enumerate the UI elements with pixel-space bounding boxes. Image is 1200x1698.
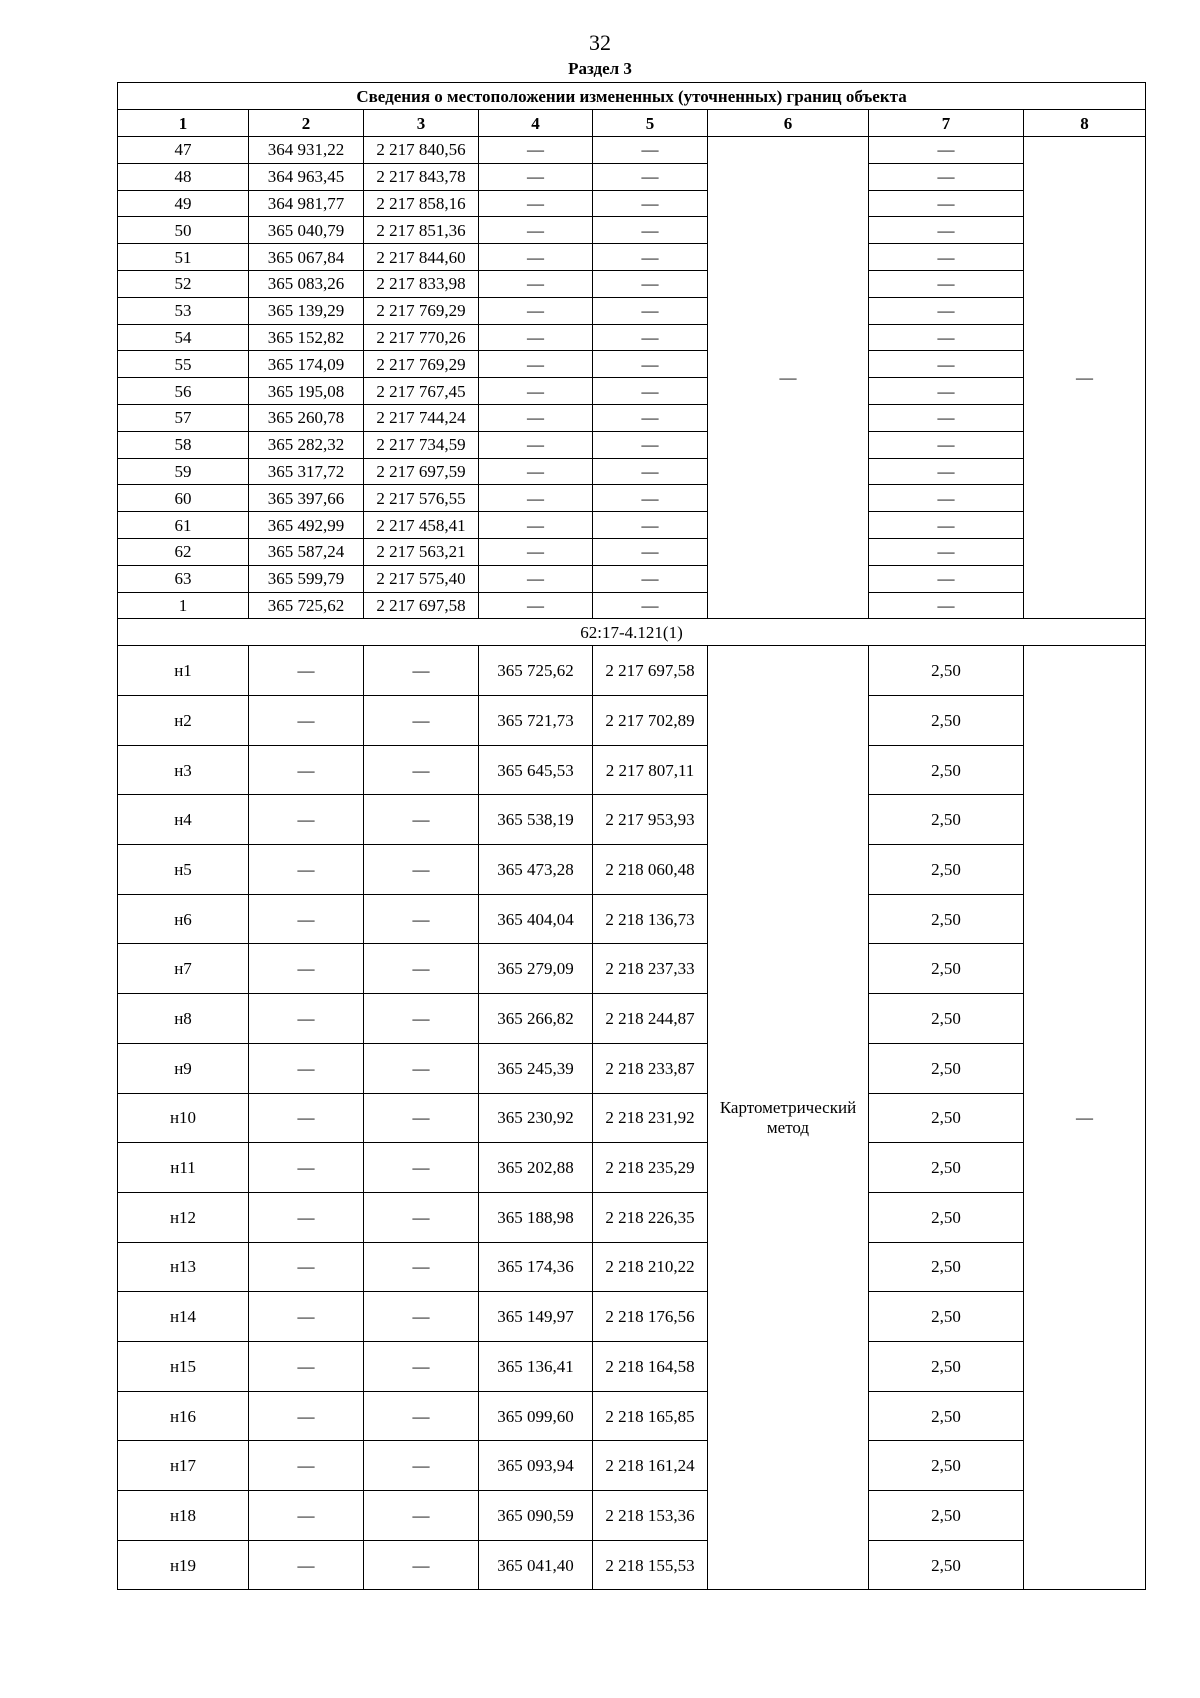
existing-y-cell: — — [364, 1540, 479, 1590]
boundary-coordinates-table — [117, 82, 1146, 1590]
accuracy-cell: — — [869, 217, 1024, 244]
table-row — [118, 485, 1146, 512]
existing-x-cell: 365 083,26 — [249, 270, 364, 297]
point-number-cell: н6 — [118, 894, 249, 944]
table-row — [118, 538, 1146, 565]
existing-x-cell: — — [249, 1242, 364, 1292]
new-y-cell: 2 218 136,73 — [593, 894, 708, 944]
new-x-cell: — — [479, 592, 593, 619]
existing-y-cell: — — [364, 1043, 479, 1093]
column-number-header: 2 — [249, 110, 364, 137]
existing-y-cell: — — [364, 894, 479, 944]
existing-y-cell: 2 217 563,21 — [364, 538, 479, 565]
existing-y-cell: 2 217 576,55 — [364, 485, 479, 512]
new-x-cell: 365 473,28 — [479, 845, 593, 895]
new-x-cell: 365 202,88 — [479, 1143, 593, 1193]
existing-x-cell: 364 963,45 — [249, 163, 364, 190]
accuracy-cell: 2,50 — [869, 696, 1024, 746]
point-number-cell: 48 — [118, 163, 249, 190]
new-y-cell: — — [593, 190, 708, 217]
table-row — [118, 1441, 1146, 1491]
description-cell: — — [1024, 646, 1146, 1590]
existing-x-cell: — — [249, 1043, 364, 1093]
existing-x-cell: 365 317,72 — [249, 458, 364, 485]
existing-y-cell: 2 217 844,60 — [364, 244, 479, 271]
point-number-cell: н11 — [118, 1143, 249, 1193]
new-y-cell: 2 217 697,58 — [593, 646, 708, 696]
accuracy-cell: — — [869, 270, 1024, 297]
existing-y-cell: — — [364, 1242, 479, 1292]
point-number-cell: 47 — [118, 137, 249, 164]
new-x-cell: — — [479, 137, 593, 164]
existing-x-cell: 364 981,77 — [249, 190, 364, 217]
table-caption: Сведения о местоположении измененных (уточненных) границ объекта — [118, 83, 1146, 110]
existing-y-cell: — — [364, 1143, 479, 1193]
new-y-cell: — — [593, 324, 708, 351]
existing-x-cell: — — [249, 894, 364, 944]
table-row — [118, 994, 1146, 1044]
existing-y-cell: — — [364, 646, 479, 696]
new-x-cell: — — [479, 485, 593, 512]
existing-x-cell: — — [249, 944, 364, 994]
new-y-cell: — — [593, 217, 708, 244]
accuracy-cell: 2,50 — [869, 646, 1024, 696]
new-y-cell: — — [593, 458, 708, 485]
accuracy-cell: — — [869, 512, 1024, 539]
accuracy-cell: — — [869, 351, 1024, 378]
existing-y-cell: 2 217 858,16 — [364, 190, 479, 217]
accuracy-cell: — — [869, 244, 1024, 271]
existing-x-cell: — — [249, 795, 364, 845]
new-y-cell: — — [593, 565, 708, 592]
existing-y-cell: — — [364, 1093, 479, 1143]
point-number-cell: 59 — [118, 458, 249, 485]
description-cell: — — [1024, 137, 1146, 619]
point-number-cell: н15 — [118, 1341, 249, 1391]
new-y-cell: 2 218 165,85 — [593, 1391, 708, 1441]
accuracy-cell: — — [869, 538, 1024, 565]
table-row — [118, 944, 1146, 994]
new-x-cell: — — [479, 565, 593, 592]
accuracy-cell: 2,50 — [869, 1292, 1024, 1342]
existing-x-cell: 365 040,79 — [249, 217, 364, 244]
accuracy-cell: — — [869, 431, 1024, 458]
accuracy-cell: 2,50 — [869, 1143, 1024, 1193]
new-x-cell: — — [479, 458, 593, 485]
new-y-cell: — — [593, 512, 708, 539]
new-y-cell: — — [593, 538, 708, 565]
table-row — [118, 163, 1146, 190]
new-x-cell: 365 149,97 — [479, 1292, 593, 1342]
new-y-cell: — — [593, 137, 708, 164]
new-x-cell: 365 230,92 — [479, 1093, 593, 1143]
accuracy-cell: — — [869, 137, 1024, 164]
column-number-header: 3 — [364, 110, 479, 137]
column-number-header: 6 — [708, 110, 869, 137]
existing-x-cell: — — [249, 1441, 364, 1491]
existing-x-cell: 365 492,99 — [249, 512, 364, 539]
point-number-cell: 54 — [118, 324, 249, 351]
table-row — [118, 696, 1146, 746]
new-y-cell: 2 218 161,24 — [593, 1441, 708, 1491]
new-y-cell: 2 218 210,22 — [593, 1242, 708, 1292]
new-x-cell: 365 174,36 — [479, 1242, 593, 1292]
new-x-cell: 365 041,40 — [479, 1540, 593, 1590]
new-y-cell: 2 218 233,87 — [593, 1043, 708, 1093]
point-number-cell: 60 — [118, 485, 249, 512]
existing-x-cell: 365 587,24 — [249, 538, 364, 565]
point-number-cell: н14 — [118, 1292, 249, 1342]
point-number-cell: 49 — [118, 190, 249, 217]
new-y-cell: 2 218 153,36 — [593, 1491, 708, 1541]
accuracy-cell: 2,50 — [869, 1540, 1024, 1590]
accuracy-cell: — — [869, 163, 1024, 190]
column-number-header: 1 — [118, 110, 249, 137]
existing-x-cell: — — [249, 1143, 364, 1193]
new-x-cell: 365 266,82 — [479, 994, 593, 1044]
point-number-cell: н19 — [118, 1540, 249, 1590]
table-row — [118, 512, 1146, 539]
point-number-cell: н9 — [118, 1043, 249, 1093]
existing-y-cell: — — [364, 994, 479, 1044]
accuracy-cell: 2,50 — [869, 994, 1024, 1044]
existing-x-cell: 365 195,08 — [249, 378, 364, 405]
existing-y-cell: — — [364, 745, 479, 795]
table-row — [118, 592, 1146, 619]
accuracy-cell: 2,50 — [869, 1093, 1024, 1143]
table-row — [118, 190, 1146, 217]
table-row — [118, 297, 1146, 324]
table-row — [118, 1192, 1146, 1242]
point-number-cell: 55 — [118, 351, 249, 378]
existing-y-cell: — — [364, 795, 479, 845]
point-number-cell: н5 — [118, 845, 249, 895]
new-x-cell: — — [479, 190, 593, 217]
existing-x-cell: — — [249, 1093, 364, 1143]
accuracy-cell: 2,50 — [869, 1391, 1024, 1441]
table-row — [118, 894, 1146, 944]
new-y-cell: 2 218 231,92 — [593, 1093, 708, 1143]
point-number-cell: 62 — [118, 538, 249, 565]
table-row — [118, 378, 1146, 405]
point-number-cell: н4 — [118, 795, 249, 845]
accuracy-cell: — — [869, 190, 1024, 217]
new-y-cell: 2 218 235,29 — [593, 1143, 708, 1193]
existing-y-cell: 2 217 851,36 — [364, 217, 479, 244]
new-x-cell: 365 721,73 — [479, 696, 593, 746]
existing-x-cell: — — [249, 646, 364, 696]
point-number-cell: н1 — [118, 646, 249, 696]
existing-x-cell: 364 931,22 — [249, 137, 364, 164]
section-title: Раздел 3 — [568, 59, 632, 78]
page-number: 32 — [589, 30, 611, 55]
existing-y-cell: 2 217 734,59 — [364, 431, 479, 458]
new-x-cell: — — [479, 217, 593, 244]
new-x-cell: 365 136,41 — [479, 1341, 593, 1391]
new-x-cell: — — [479, 297, 593, 324]
existing-y-cell: — — [364, 1491, 479, 1541]
table-row — [118, 244, 1146, 271]
table-row — [118, 845, 1146, 895]
new-y-cell: — — [593, 378, 708, 405]
method-cell: Картометрический метод — [708, 646, 869, 1590]
point-number-cell: н16 — [118, 1391, 249, 1441]
object-identifier-row: 62:17-4.121(1) — [118, 619, 1146, 646]
new-x-cell: — — [479, 404, 593, 431]
existing-x-cell: 365 599,79 — [249, 565, 364, 592]
accuracy-cell: — — [869, 324, 1024, 351]
existing-x-cell: 365 282,32 — [249, 431, 364, 458]
new-y-cell: — — [593, 592, 708, 619]
point-number-cell: н10 — [118, 1093, 249, 1143]
existing-y-cell: 2 217 833,98 — [364, 270, 479, 297]
existing-x-cell: — — [249, 1292, 364, 1342]
new-x-cell: 365 725,62 — [479, 646, 593, 696]
new-x-cell: — — [479, 378, 593, 405]
existing-y-cell: 2 217 843,78 — [364, 163, 479, 190]
table-row — [118, 745, 1146, 795]
new-x-cell: 365 538,19 — [479, 795, 593, 845]
table-row — [118, 324, 1146, 351]
method-cell: — — [708, 137, 869, 619]
new-x-cell: — — [479, 244, 593, 271]
accuracy-cell: 2,50 — [869, 1242, 1024, 1292]
new-y-cell: 2 218 226,35 — [593, 1192, 708, 1242]
point-number-cell: 56 — [118, 378, 249, 405]
new-x-cell: 365 645,53 — [479, 745, 593, 795]
table-row — [118, 646, 1146, 696]
table-row — [118, 1093, 1146, 1143]
existing-x-cell: — — [249, 845, 364, 895]
table-row — [118, 1491, 1146, 1541]
table-row — [118, 1043, 1146, 1093]
new-y-cell: — — [593, 351, 708, 378]
existing-x-cell: 365 152,82 — [249, 324, 364, 351]
existing-y-cell: — — [364, 1441, 479, 1491]
existing-y-cell: — — [364, 1292, 479, 1342]
point-number-cell: н17 — [118, 1441, 249, 1491]
accuracy-cell: — — [869, 404, 1024, 431]
existing-x-cell: — — [249, 1491, 364, 1541]
table-row — [118, 1341, 1146, 1391]
table-row — [118, 1391, 1146, 1441]
column-number-header: 5 — [593, 110, 708, 137]
point-number-cell: 53 — [118, 297, 249, 324]
existing-y-cell: — — [364, 944, 479, 994]
table-row — [118, 1242, 1146, 1292]
accuracy-cell: 2,50 — [869, 1341, 1024, 1391]
table-row — [118, 795, 1146, 845]
point-number-cell: 50 — [118, 217, 249, 244]
existing-y-cell: 2 217 769,29 — [364, 351, 479, 378]
new-y-cell: 2 217 953,93 — [593, 795, 708, 845]
column-number-header: 4 — [479, 110, 593, 137]
accuracy-cell: 2,50 — [869, 795, 1024, 845]
existing-y-cell: 2 217 770,26 — [364, 324, 479, 351]
accuracy-cell: — — [869, 378, 1024, 405]
existing-y-cell: — — [364, 1192, 479, 1242]
existing-x-cell: — — [249, 1192, 364, 1242]
point-number-cell: н3 — [118, 745, 249, 795]
existing-x-cell: — — [249, 1540, 364, 1590]
point-number-cell: 63 — [118, 565, 249, 592]
existing-x-cell: — — [249, 1341, 364, 1391]
existing-x-cell: 365 067,84 — [249, 244, 364, 271]
existing-y-cell: 2 217 575,40 — [364, 565, 479, 592]
point-number-cell: 52 — [118, 270, 249, 297]
table-row — [118, 137, 1146, 164]
point-number-cell: 57 — [118, 404, 249, 431]
existing-x-cell: — — [249, 745, 364, 795]
new-y-cell: 2 218 164,58 — [593, 1341, 708, 1391]
accuracy-cell: 2,50 — [869, 894, 1024, 944]
point-number-cell: 58 — [118, 431, 249, 458]
new-y-cell: — — [593, 404, 708, 431]
existing-y-cell: 2 217 697,59 — [364, 458, 479, 485]
new-y-cell: — — [593, 163, 708, 190]
new-x-cell: — — [479, 270, 593, 297]
new-x-cell: 365 279,09 — [479, 944, 593, 994]
new-points-group — [118, 646, 1146, 1590]
existing-y-cell: — — [364, 845, 479, 895]
point-number-cell: 1 — [118, 592, 249, 619]
accuracy-cell: — — [869, 297, 1024, 324]
new-x-cell: 365 404,04 — [479, 894, 593, 944]
table-row — [118, 1540, 1146, 1590]
accuracy-cell: — — [869, 565, 1024, 592]
existing-y-cell: 2 217 697,58 — [364, 592, 479, 619]
existing-x-cell: 365 725,62 — [249, 592, 364, 619]
new-x-cell: 365 188,98 — [479, 1192, 593, 1242]
new-y-cell: 2 217 807,11 — [593, 745, 708, 795]
existing-y-cell: 2 217 769,29 — [364, 297, 479, 324]
table-row — [118, 1292, 1146, 1342]
existing-x-cell: — — [249, 1391, 364, 1441]
new-x-cell: — — [479, 431, 593, 458]
accuracy-cell: — — [869, 458, 1024, 485]
point-number-cell: 51 — [118, 244, 249, 271]
table-row — [118, 565, 1146, 592]
new-y-cell: — — [593, 431, 708, 458]
existing-y-cell: 2 217 744,24 — [364, 404, 479, 431]
new-x-cell: — — [479, 538, 593, 565]
existing-x-cell: — — [249, 994, 364, 1044]
new-y-cell: 2 217 702,89 — [593, 696, 708, 746]
column-number-header: 7 — [869, 110, 1024, 137]
point-number-cell: н13 — [118, 1242, 249, 1292]
accuracy-cell: 2,50 — [869, 1441, 1024, 1491]
accuracy-cell: 2,50 — [869, 944, 1024, 994]
existing-x-cell: 365 397,66 — [249, 485, 364, 512]
table-row — [118, 270, 1146, 297]
table-row — [118, 351, 1146, 378]
accuracy-cell: 2,50 — [869, 845, 1024, 895]
table-row — [118, 404, 1146, 431]
new-x-cell: 365 090,59 — [479, 1491, 593, 1541]
new-x-cell: — — [479, 163, 593, 190]
new-y-cell: 2 218 176,56 — [593, 1292, 708, 1342]
new-y-cell: 2 218 237,33 — [593, 944, 708, 994]
table-row — [118, 431, 1146, 458]
existing-y-cell: — — [364, 696, 479, 746]
point-number-cell: н12 — [118, 1192, 249, 1242]
new-y-cell: 2 218 244,87 — [593, 994, 708, 1044]
existing-x-cell: 365 260,78 — [249, 404, 364, 431]
accuracy-cell: 2,50 — [869, 1491, 1024, 1541]
existing-y-cell: 2 217 767,45 — [364, 378, 479, 405]
new-x-cell: — — [479, 324, 593, 351]
new-x-cell: 365 093,94 — [479, 1441, 593, 1491]
existing-x-cell: — — [249, 696, 364, 746]
new-x-cell: 365 099,60 — [479, 1391, 593, 1441]
point-number-cell: н2 — [118, 696, 249, 746]
accuracy-cell: 2,50 — [869, 745, 1024, 795]
existing-points-group — [118, 137, 1146, 619]
new-x-cell: — — [479, 351, 593, 378]
new-x-cell: 365 245,39 — [479, 1043, 593, 1093]
existing-x-cell: 365 174,09 — [249, 351, 364, 378]
new-y-cell: — — [593, 270, 708, 297]
new-y-cell: 2 218 155,53 — [593, 1540, 708, 1590]
point-number-cell: н7 — [118, 944, 249, 994]
new-y-cell: — — [593, 244, 708, 271]
new-x-cell: — — [479, 512, 593, 539]
accuracy-cell: 2,50 — [869, 1192, 1024, 1242]
existing-y-cell: — — [364, 1341, 479, 1391]
accuracy-cell: — — [869, 485, 1024, 512]
new-y-cell: — — [593, 485, 708, 512]
existing-x-cell: 365 139,29 — [249, 297, 364, 324]
accuracy-cell: 2,50 — [869, 1043, 1024, 1093]
point-number-cell: н8 — [118, 994, 249, 1044]
accuracy-cell: — — [869, 592, 1024, 619]
existing-y-cell: 2 217 458,41 — [364, 512, 479, 539]
existing-y-cell: 2 217 840,56 — [364, 137, 479, 164]
point-number-cell: н18 — [118, 1491, 249, 1541]
table-row — [118, 458, 1146, 485]
table-row — [118, 217, 1146, 244]
new-y-cell: 2 218 060,48 — [593, 845, 708, 895]
point-number-cell: 61 — [118, 512, 249, 539]
table-row — [118, 1143, 1146, 1193]
existing-y-cell: — — [364, 1391, 479, 1441]
column-number-header: 8 — [1024, 110, 1146, 137]
new-y-cell: — — [593, 297, 708, 324]
